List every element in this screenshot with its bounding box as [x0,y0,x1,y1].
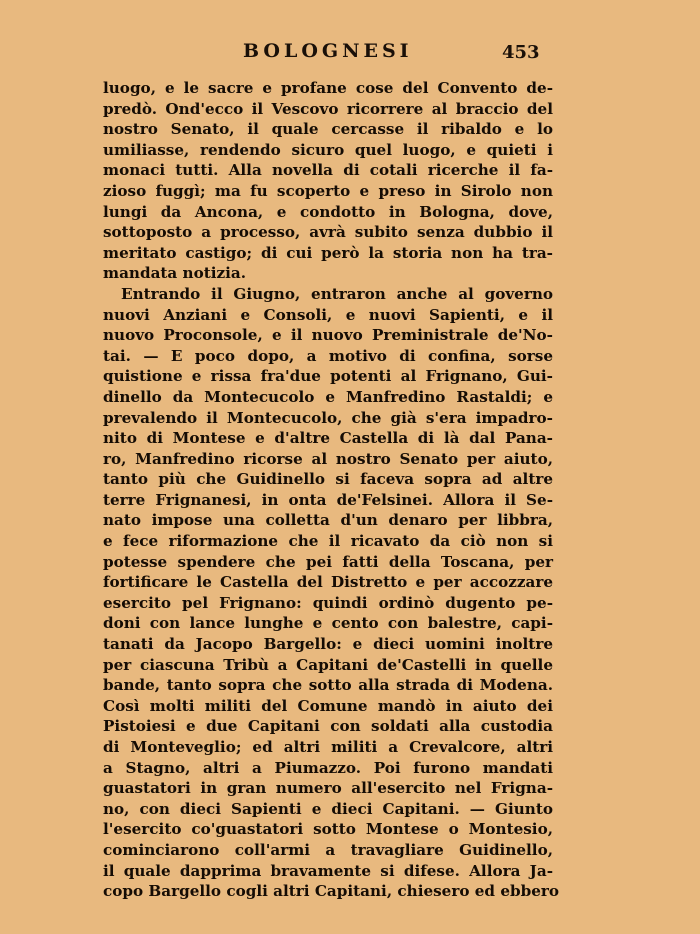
text-line: il quale dapprima bravamente si difese. Allora Ja- [103,861,553,880]
text-line: lungi da Ancona, e condotto in Bologna, dove, [103,202,553,221]
text-line: meritato castigo; di cui però la storia non ha tra- [103,243,553,262]
text-line: copo Bargello cogli altri Capitani, chiesero ed ebbero [103,882,560,901]
text-line: ro, Manfredino ricorse al nostro Senato per aiuto, [103,449,553,468]
text-line: prevalendo il Montecucolo, che già s'era impadro- [103,408,553,427]
text-line: cominciarono coll'armi a travagliare Guidinello, [103,840,553,859]
text-line: per ciascuna Tribù a Capitani de'Castelli in quelle [103,655,553,674]
text-line: e fece riformazione che il ricavato da ciò non si [103,532,553,551]
text-line: luogo, e le sacre e profane cose del Convento de- [103,79,553,97]
text-line: zioso fuggì; ma fu scoperto e preso in Sirolo non [103,181,553,200]
text-line: a Stagno, altri a Piumazzo. Poi furono mandati [103,758,553,777]
text-line: potesse spendere che pei fatti della Toscana, per [103,552,553,571]
text-line: dinello da Montecucolo e Manfredino Rastaldi; e [103,387,553,406]
running-head: BOLOGNESI [243,40,413,62]
text-line: esercito pel Frignano: quindi ordinò dugento pe- [103,593,553,612]
page-number: 453 [502,42,540,63]
text-line: guastatori in gran numero all'esercito nel Frigna- [103,779,553,798]
text-line: terre Frignanesi, in onta de'Felsinei. Allora il Se- [103,490,553,509]
text-line: sottoposto a processo, avrà subito senza dubbio il [103,223,553,242]
text-line: fortificare le Castella del Distretto e per accozzare [103,573,553,592]
text-line: tanto più che Guidinello si faceva sopra ad altre [103,470,553,489]
text-line: di Monteveglio; ed altri militi a Crevalcore, altri [103,738,553,756]
text-line: no, con dieci Sapienti e dieci Capitani. — Giunto [103,799,553,818]
text-line: tanati da Jacopo Bargello: e dieci uomini inoltre [103,635,553,654]
text-line: nostro Senato, il quale cercasse il ribaldo e lo [103,120,553,139]
page-header [0,40,700,68]
body-text [103,78,560,902]
text-line: monaci tutti. Alla novella di cotali ricerche il fa- [103,161,553,180]
text-line: nuovi Anziani e Consoli, e nuovi Sapienti, e il [103,305,553,324]
text-line: nato impose una colletta d'un denaro per libbra, [103,511,553,530]
text-line: l'esercito co'guastatori sotto Montese o Montesio, [103,820,553,839]
text-line: doni con lance lunghe e cento con balestre, capi- [103,614,553,633]
paragraph-start-line: Entrando il Giugno, entraron anche al governo [121,284,553,303]
text-line: tai. — E poco dopo, a motivo di confina, sorse [103,346,553,365]
text-line: quistione e rissa fra'due potenti al Frignano, Gui- [103,367,553,386]
text-line: umiliasse, rendendo sicuro quel luogo, e quieti i [103,140,553,159]
text-line: Così molti militi del Comune mandò in aiuto dei [103,696,553,715]
text-line: predò. Ond'ecco il Vescovo ricorrere al braccio del [103,99,553,118]
text-line: mandata notizia. [103,264,247,283]
text-line: nito di Montese e d'altre Castella di là dal Pana- [103,429,553,448]
text-line: nuovo Proconsole, e il nuovo Preministrale de'No- [103,326,553,345]
text-line: Pistoiesi e due Capitani con soldati alla custodia [103,717,553,736]
text-line: bande, tanto sopra che sotto alla strada di Modena. [103,676,553,695]
